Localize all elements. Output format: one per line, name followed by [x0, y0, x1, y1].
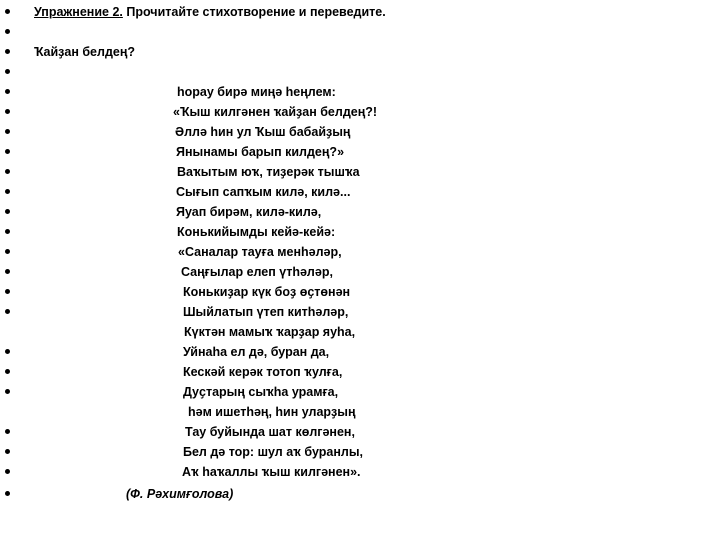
- bullet-icon: [5, 149, 10, 154]
- poem-line: Конькиҙар күк боҙ өҫтөнән: [183, 285, 351, 299]
- poem-line-row: [0, 263, 720, 283]
- bullet-icon: [5, 129, 10, 134]
- poem-line-row: [0, 423, 720, 443]
- poem-line: Ваҡытым юҡ, тиҙерәк тышҡа: [177, 165, 360, 179]
- bullet-icon: [5, 369, 10, 374]
- bullet-icon: [5, 469, 10, 474]
- poem-line-row: [0, 363, 720, 383]
- poem-line: Бел дә тор: шул аҡ буранлы,: [183, 445, 363, 459]
- poem-line-row: [0, 123, 720, 143]
- bullet-icon: [5, 89, 10, 94]
- poem-author: (Ф. Рәхимғолова): [126, 487, 234, 501]
- poem-line-row: [0, 243, 720, 263]
- poem-line-row: [0, 403, 720, 423]
- poem-line-row: [0, 343, 720, 363]
- poem-line: «Ҡыш килгәнен ҡайҙан белдең?!: [173, 105, 378, 119]
- bullet-icon: [5, 29, 10, 34]
- poem-line-row: [0, 163, 720, 183]
- poem-line-row: [0, 303, 720, 323]
- poem-line: Күктән мамыҡ ҡарҙар яуһа,: [184, 325, 356, 339]
- bullet-icon: [5, 209, 10, 214]
- empty-row: [0, 63, 720, 83]
- bullet-icon: [5, 349, 10, 354]
- poem-line: Аҡ һаҡаллы ҡыш килгәнен».: [182, 465, 361, 479]
- exercise-label: Упражнение 2.: [34, 5, 123, 19]
- poem-line: «Саналар тауға менһәләр,: [178, 245, 342, 259]
- poem-line: һорау бирә миңә һеңлем:: [177, 85, 336, 99]
- poem-line: Сығып сапҡым килә, килә...: [176, 185, 351, 199]
- author-row: [0, 485, 720, 505]
- bullet-icon: [5, 309, 10, 314]
- poem-title: Ҡайҙан белдең?: [34, 45, 136, 59]
- bullet-icon: [5, 229, 10, 234]
- poem-line-row: [0, 443, 720, 463]
- bullet-icon: [5, 189, 10, 194]
- bullet-icon: [5, 169, 10, 174]
- poem-line-row: [0, 463, 720, 483]
- poem-line: Кескәй керәк тотоп ҡулға,: [183, 365, 343, 379]
- poem-line: Уйнаһа ел дә, буран да,: [183, 345, 330, 359]
- poem-line: Конькийымды кейә-кейә:: [177, 225, 336, 239]
- poem-line: Дуҫтарың сыҡһа урамға,: [183, 385, 339, 399]
- title-row: [0, 43, 720, 63]
- bullet-icon: [5, 249, 10, 254]
- bullet-icon: [5, 429, 10, 434]
- empty-row: [0, 23, 720, 43]
- poem-line-row: [0, 183, 720, 203]
- poem-line-row: [0, 323, 720, 343]
- poem-line: Яуап бирәм, килә-килә,: [176, 205, 322, 219]
- exercise-heading: [34, 4, 386, 20]
- poem-line-row: [0, 383, 720, 403]
- exercise-instruction: Прочитайте стихотворение и переведите.: [122, 5, 386, 19]
- poem-line: һәм ишетһәң, һин уларҙың: [188, 405, 356, 419]
- bullet-icon: [5, 449, 10, 454]
- poem-line: Шыйлатып үтеп китһәләр,: [183, 305, 349, 319]
- bullet-icon: [5, 289, 10, 294]
- bullet-icon: [5, 269, 10, 274]
- bullet-icon: [5, 9, 10, 14]
- poem-line: Янынамы барып килдең?»: [176, 145, 345, 159]
- poem-line-row: [0, 283, 720, 303]
- poem-line: Тау буйында шат көлгәнен,: [185, 425, 355, 439]
- poem-line-row: [0, 83, 720, 103]
- bullet-icon: [5, 69, 10, 74]
- poem-line-row: [0, 143, 720, 163]
- poem-line-row: [0, 203, 720, 223]
- poem-line-row: [0, 103, 720, 123]
- bullet-icon: [5, 109, 10, 114]
- bullet-icon: [5, 491, 10, 496]
- bullet-icon: [5, 49, 10, 54]
- poem-line-row: [0, 223, 720, 243]
- poem-line: Саңғылар елеп үтһәләр,: [181, 265, 333, 279]
- exercise-row: [0, 3, 720, 23]
- poem-line: Әллә һин ул Ҡыш бабайҙың: [175, 125, 351, 139]
- bullet-icon: [5, 389, 10, 394]
